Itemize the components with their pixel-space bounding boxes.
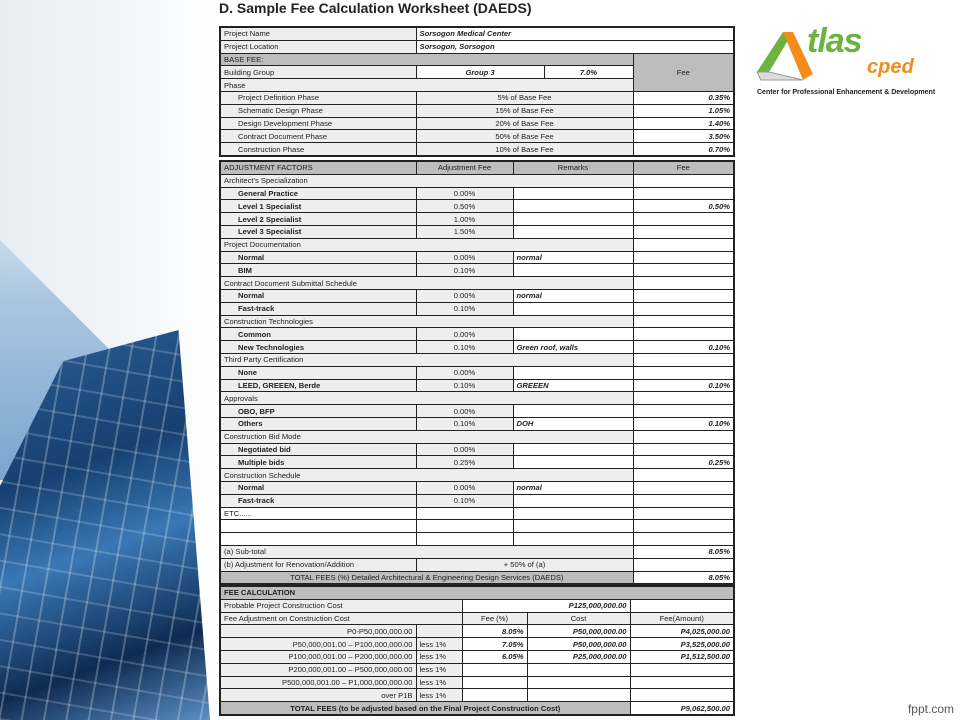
bracket-row: [220, 676, 734, 689]
adjustment-fee: 0.10%: [416, 494, 513, 507]
factor-name: Multiple bids: [220, 456, 416, 469]
phase-row: [220, 91, 734, 104]
remarks: [513, 200, 633, 213]
adjustment-fee: 1.50%: [416, 225, 513, 238]
adjustment-fee: 0.00%: [416, 443, 513, 456]
factor-name: Fast-track: [220, 302, 416, 315]
adjustment-fee: 0.10%: [416, 264, 513, 277]
remarks: GREEEN: [513, 379, 633, 392]
project-name-row: [220, 27, 734, 40]
remarks: normal: [513, 289, 633, 302]
phase-row: [220, 143, 734, 156]
phase-fee: 1.05%: [633, 104, 734, 117]
table-cell: [513, 533, 633, 546]
fee-adjustment-header-row: [220, 612, 734, 625]
empty-cell: [633, 430, 734, 443]
phase-percent: 5% of Base Fee: [416, 91, 633, 104]
phase-percent: 10% of Base Fee: [416, 143, 633, 156]
factor-fee: [633, 366, 734, 379]
bracket-less: less 1%: [416, 689, 462, 702]
label-cell: Building Group: [220, 66, 416, 79]
table-cell: [633, 520, 734, 533]
bracket-cost: [527, 689, 630, 702]
adjustment-factors-table: [219, 160, 735, 585]
bracket-cost: P50,000,000.00: [527, 638, 630, 651]
factor-item-row: [220, 200, 734, 213]
factor-group-row: [220, 277, 734, 290]
adjustment-fee: 0.25%: [416, 456, 513, 469]
column-header: Fee: [633, 161, 734, 174]
remarks: Green roof, walls: [513, 341, 633, 354]
empty-cell: [633, 392, 734, 405]
bracket-amount: P1,512,500.00: [630, 650, 734, 663]
adjustment-fee: 0.00%: [416, 328, 513, 341]
adjustment-fee: 0.50%: [416, 200, 513, 213]
bracket-amount: P4,025,000.00: [630, 625, 734, 638]
factor-fee: [633, 302, 734, 315]
base-rate-value: 7.0%: [544, 66, 633, 79]
factor-group-title: Project Documentation: [220, 238, 633, 251]
fee-calc-header-row: [220, 586, 734, 599]
adjustment-fee: 0.00%: [416, 187, 513, 200]
project-name-value: Sorsogon Medical Center: [416, 27, 734, 40]
bracket-row: [220, 689, 734, 702]
column-header: ADJUSTMENT FACTORS: [220, 161, 416, 174]
remarks: [513, 494, 633, 507]
atlas-cped-logo: [755, 22, 936, 101]
factor-group-row: [220, 430, 734, 443]
renovation-value: + 50% of (a): [416, 558, 633, 571]
phase-fee: 0.70%: [633, 143, 734, 156]
total-percent-label: TOTAL FEES (%) Detailed Architectural & Engineering Design Services (DAEDS): [220, 571, 633, 584]
renovation-label: (b) Adjustment for Renovation/Addition: [220, 558, 416, 571]
factor-group-row: [220, 238, 734, 251]
factor-group-title: Construction Technologies: [220, 315, 633, 328]
bracket-range: P100,000,001.00 – P200,000,000.00: [220, 650, 416, 663]
probable-cost-row: [220, 599, 734, 612]
factor-group-row: [220, 392, 734, 405]
phase-row: [220, 117, 734, 130]
adjustment-fee: 0.10%: [416, 302, 513, 315]
factor-fee: [633, 187, 734, 200]
fee-calculation-table: [219, 585, 735, 716]
blank-row: [220, 533, 734, 546]
bracket-fee-percent: 6.05%: [462, 650, 527, 663]
table-cell: [416, 507, 513, 520]
factor-item-row: [220, 443, 734, 456]
etc-row: [220, 507, 734, 520]
total-fees-value: P9,062,500.00: [630, 702, 734, 715]
factor-item-row: [220, 328, 734, 341]
adjustment-fee: 0.00%: [416, 251, 513, 264]
adjustment-fee: 0.10%: [416, 417, 513, 430]
bracket-amount: [630, 663, 734, 676]
factor-fee: [633, 289, 734, 302]
bracket-range: P50,000,001.00 – P100,000,000.00: [220, 638, 416, 651]
adjustment-fee: 1.00%: [416, 213, 513, 226]
phase-name: Design Development Phase: [220, 117, 416, 130]
factor-fee: [633, 328, 734, 341]
factor-fee: 0.10%: [633, 379, 734, 392]
bracket-range: P500,000,001.00 – P1,000,000,000.00: [220, 676, 416, 689]
bracket-less: less 1%: [416, 650, 462, 663]
building-group-value: Group 3: [416, 66, 544, 79]
bracket-row: [220, 625, 734, 638]
factor-item-row: [220, 251, 734, 264]
empty-cell: [633, 277, 734, 290]
adjustment-fee: 0.00%: [416, 481, 513, 494]
factor-item-row: [220, 302, 734, 315]
logo-tagline: Center for Professional Enhancement & Development: [757, 89, 936, 96]
factor-name: Others: [220, 417, 416, 430]
bracket-fee-percent: [462, 676, 527, 689]
factor-group-title: Architect's Specialization: [220, 174, 633, 187]
factor-name: Common: [220, 328, 416, 341]
remarks: [513, 187, 633, 200]
remarks: [513, 328, 633, 341]
factor-fee: 0.50%: [633, 200, 734, 213]
phase-percent: 20% of Base Fee: [416, 117, 633, 130]
factor-name: Normal: [220, 251, 416, 264]
factor-group-title: Contract Document Submittal Schedule: [220, 277, 633, 290]
project-location-value: Sorsogon, Sorsogon: [416, 40, 734, 53]
bracket-fee-percent: 7.05%: [462, 638, 527, 651]
empty-cell: [633, 174, 734, 187]
table-cell: [633, 507, 734, 520]
factor-name: None: [220, 366, 416, 379]
factor-group-title: Construction Schedule: [220, 469, 633, 482]
section-header: FEE CALCULATION: [220, 586, 734, 599]
factor-fee: [633, 443, 734, 456]
factor-name: Level 3 Specialist: [220, 225, 416, 238]
slide-title: D. Sample Fee Calculation Worksheet (DAEDS): [219, 0, 532, 16]
bracket-range: over P1B: [220, 689, 416, 702]
adjustment-fee: 0.00%: [416, 405, 513, 418]
column-header: Adjustment Fee: [416, 161, 513, 174]
bracket-cost: [527, 663, 630, 676]
factor-group-row: [220, 469, 734, 482]
label-cell: Project Location: [220, 40, 416, 53]
factor-item-row: [220, 366, 734, 379]
bracket-cost: P50,000,000.00: [527, 625, 630, 638]
slide-background-building: [0, 0, 215, 720]
table-cell: [220, 520, 416, 533]
phase-name: Contract Document Phase: [220, 130, 416, 143]
bracket-row: [220, 650, 734, 663]
factor-fee: [633, 481, 734, 494]
factor-name: Negotiated bid: [220, 443, 416, 456]
adjustment-fee: 0.10%: [416, 379, 513, 392]
table-cell: [513, 507, 633, 520]
column-header: Fee (%): [462, 612, 527, 625]
factor-item-row: [220, 225, 734, 238]
phase-name: Project Definition Phase: [220, 91, 416, 104]
remarks: [513, 225, 633, 238]
table-cell: [633, 533, 734, 546]
etc-label: ETC......: [220, 507, 416, 520]
factor-item-row: [220, 494, 734, 507]
factor-name: LEED, GREEEN, Berde: [220, 379, 416, 392]
factor-item-row: [220, 341, 734, 354]
probable-cost-value: P125,000,000.00: [462, 599, 630, 612]
phase-row: [220, 130, 734, 143]
factor-name: Normal: [220, 289, 416, 302]
base-fee-table: [219, 26, 735, 157]
table-cell: [513, 520, 633, 533]
factor-name: New Technologies: [220, 341, 416, 354]
column-header: Cost: [527, 612, 630, 625]
factor-fee: 0.10%: [633, 341, 734, 354]
factor-item-row: [220, 405, 734, 418]
adjustment-fee: 0.00%: [416, 289, 513, 302]
logo-triangle-icon: [755, 30, 815, 85]
remarks: normal: [513, 251, 633, 264]
empty-cell: [633, 238, 734, 251]
factor-name: General Practice: [220, 187, 416, 200]
subtotal-value: 8.05%: [633, 545, 734, 558]
project-location-row: [220, 40, 734, 53]
remarks: [513, 405, 633, 418]
bracket-fee-percent: [462, 663, 527, 676]
label-cell: Fee Adjustment on Construction Cost: [220, 612, 462, 625]
total-fees-row: [220, 702, 734, 715]
factor-item-row: [220, 417, 734, 430]
label-cell: Phase: [220, 79, 633, 92]
bracket-less: less 1%: [416, 663, 462, 676]
factor-fee: [633, 213, 734, 226]
bracket-row: [220, 663, 734, 676]
bracket-fee-percent: [462, 689, 527, 702]
empty-cell: [633, 315, 734, 328]
section-header: BASE FEE:: [220, 53, 633, 66]
factor-name: BIM: [220, 264, 416, 277]
logo-word: tlas: [807, 22, 862, 60]
phase-fee: 3.50%: [633, 130, 734, 143]
remarks: [513, 456, 633, 469]
column-header: Remarks: [513, 161, 633, 174]
blank-row: [220, 520, 734, 533]
factor-item-row: [220, 264, 734, 277]
remarks: [513, 302, 633, 315]
total-fees-label: TOTAL FEES (to be adjusted based on the Final Project Construction Cost): [220, 702, 630, 715]
table-cell: [416, 533, 513, 546]
factor-item-row: [220, 289, 734, 302]
table-cell: [416, 520, 513, 533]
phase-row: [220, 104, 734, 117]
fee-header: Fee: [633, 53, 734, 91]
bracket-cost: P25,000,000.00: [527, 650, 630, 663]
factor-group-title: Construction Bid Mode: [220, 430, 633, 443]
factor-name: Normal: [220, 481, 416, 494]
factor-fee: [633, 494, 734, 507]
phase-name: Construction Phase: [220, 143, 416, 156]
phase-fee: 1.40%: [633, 117, 734, 130]
factor-fee: 0.25%: [633, 456, 734, 469]
factor-group-title: Third Party Certification: [220, 353, 633, 366]
factor-fee: [633, 251, 734, 264]
base-fee-header-row: [220, 53, 734, 66]
phase-percent: 50% of Base Fee: [416, 130, 633, 143]
bracket-less: less 1%: [416, 638, 462, 651]
column-header: Fee(Amount): [630, 612, 734, 625]
factor-name: OBO, BFP: [220, 405, 416, 418]
factor-name: Level 2 Specialist: [220, 213, 416, 226]
bracket-amount: P3,525,000.00: [630, 638, 734, 651]
factor-group-title: Approvals: [220, 392, 633, 405]
factor-item-row: [220, 213, 734, 226]
factor-fee: 0.10%: [633, 417, 734, 430]
remarks: normal: [513, 481, 633, 494]
factor-group-row: [220, 353, 734, 366]
bracket-range: P0-P50,000,000.00: [220, 625, 416, 638]
factor-fee: [633, 264, 734, 277]
logo-cped: cped: [867, 56, 914, 78]
adjustment-fee: 0.00%: [416, 366, 513, 379]
bracket-amount: [630, 676, 734, 689]
remarks: DOH: [513, 417, 633, 430]
factor-item-row: [220, 456, 734, 469]
empty-cell: [633, 353, 734, 366]
remarks: [513, 213, 633, 226]
label-cell: Project Name: [220, 27, 416, 40]
adjustment-fee: 0.10%: [416, 341, 513, 354]
factor-item-row: [220, 379, 734, 392]
factor-group-row: [220, 315, 734, 328]
bracket-less: less 1%: [416, 676, 462, 689]
remarks: [513, 264, 633, 277]
factor-group-row: [220, 174, 734, 187]
remarks: [513, 366, 633, 379]
adjustment-header-row: [220, 161, 734, 174]
bracket-cost: [527, 676, 630, 689]
phase-fee: 0.35%: [633, 91, 734, 104]
bracket-amount: [630, 689, 734, 702]
table-cell: [633, 558, 734, 571]
table-cell: [630, 599, 734, 612]
factor-fee: [633, 225, 734, 238]
factor-name: Fast-track: [220, 494, 416, 507]
bracket-less: [416, 625, 462, 638]
total-percent-value: 8.05%: [633, 571, 734, 584]
phase-percent: 15% of Base Fee: [416, 104, 633, 117]
subtotal-label: (a) Sub-total: [220, 545, 633, 558]
subtotal-row: [220, 545, 734, 558]
table-cell: [220, 533, 416, 546]
bracket-range: P200,000,001.00 – P500,000,000.00: [220, 663, 416, 676]
factor-fee: [633, 405, 734, 418]
renovation-row: [220, 558, 734, 571]
factor-item-row: [220, 481, 734, 494]
bracket-fee-percent: 8.05%: [462, 625, 527, 638]
factor-item-row: [220, 187, 734, 200]
phase-name: Schematic Design Phase: [220, 104, 416, 117]
bracket-row: [220, 638, 734, 651]
label-cell: Probable Project Construction Cost: [220, 599, 462, 612]
total-percent-row: [220, 571, 734, 584]
remarks: [513, 443, 633, 456]
footer-credit: fppt.com: [907, 702, 954, 716]
factor-name: Level 1 Specialist: [220, 200, 416, 213]
empty-cell: [633, 469, 734, 482]
